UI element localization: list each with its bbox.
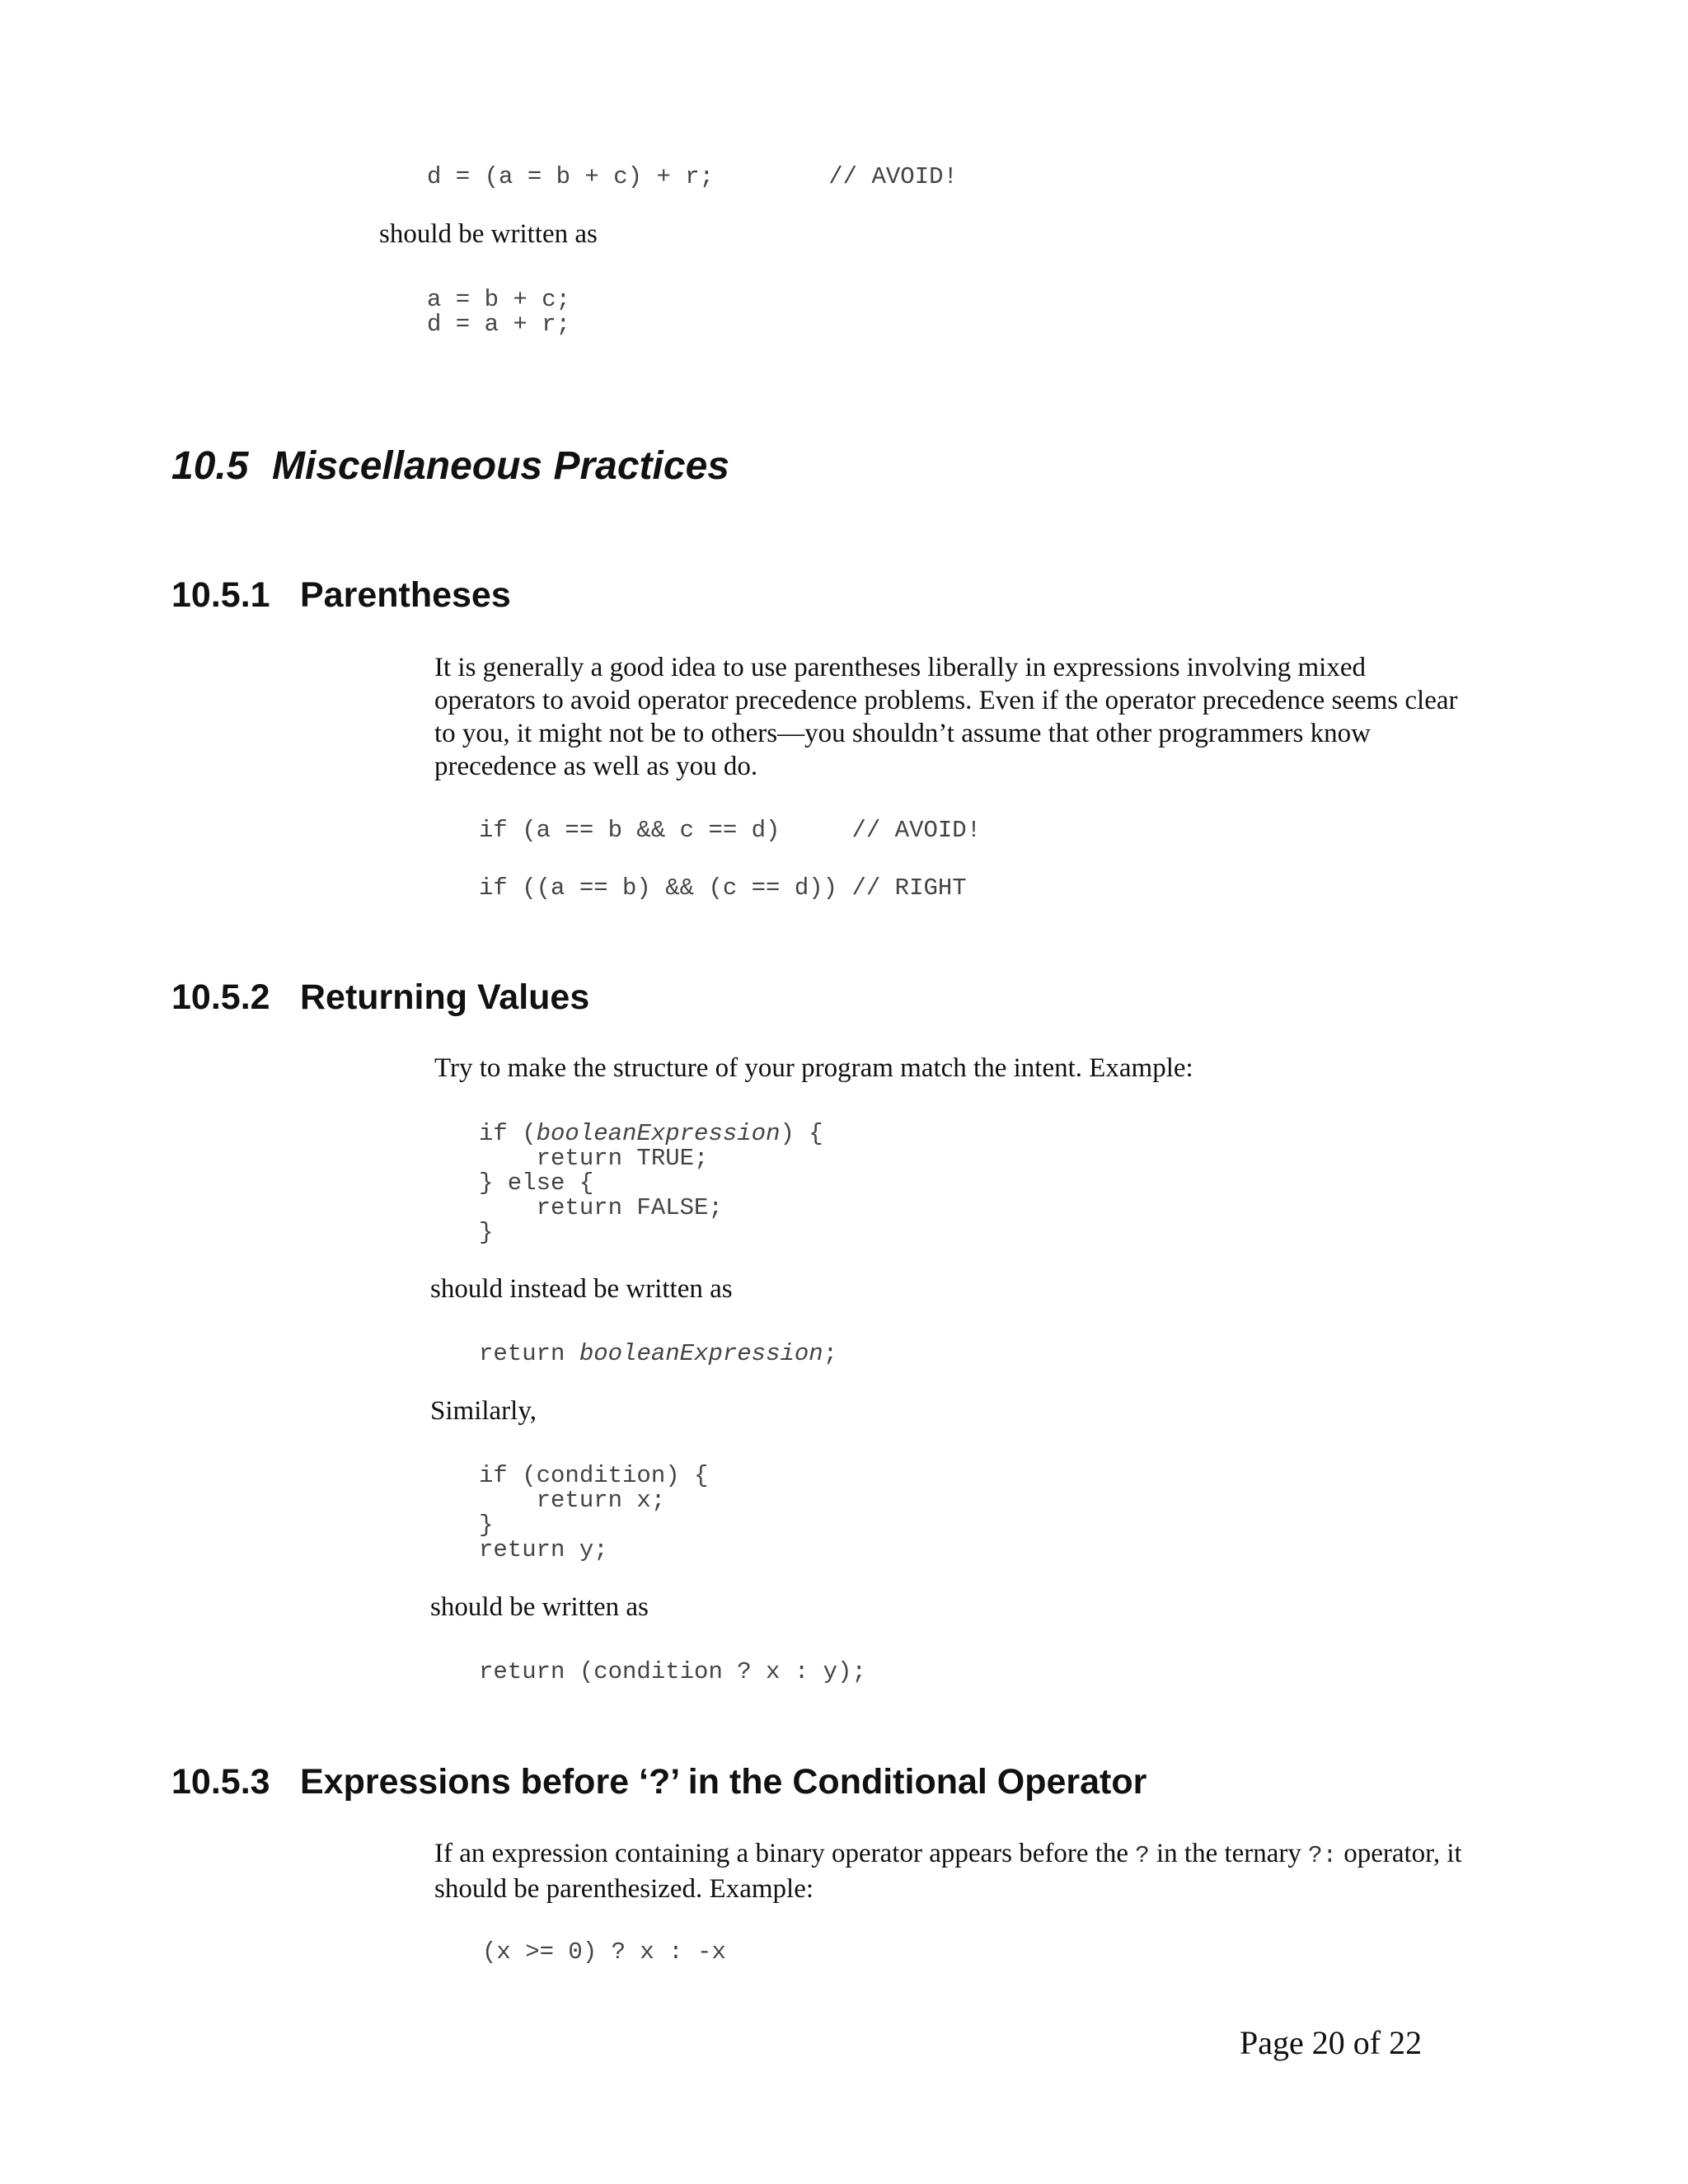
code-line-return-expression: return booleanExpression; <box>479 1340 838 1367</box>
code-line: } <box>479 1219 494 1246</box>
section-heading-10-5 <box>171 443 729 489</box>
section-heading-10-5-3 <box>171 1762 1146 1802</box>
code-block-rewritten <box>427 288 570 337</box>
body-text: should instead be written as <box>430 1274 733 1304</box>
paragraph-returning-values: Try to make the structure of your program match the intent. Example: <box>434 1053 1193 1083</box>
code-line: return TRUE; <box>479 1145 709 1172</box>
code-block-avoid-assignment: d = (a = b + c) + r; // AVOID! <box>427 163 958 190</box>
code-line: a = b + c; <box>427 286 571 313</box>
code-line: return y; <box>479 1536 608 1563</box>
section-number: 10.5.1 <box>171 575 270 615</box>
code-line-return-ternary: return (condition ? x : y); <box>479 1658 866 1685</box>
section-number: 10.5.2 <box>171 977 270 1017</box>
code-line: } <box>479 1511 494 1539</box>
section-title: Parentheses <box>300 575 511 615</box>
code-line: if (booleanExpression) { <box>479 1120 823 1147</box>
code-line: d = a + r; <box>427 311 571 338</box>
body-text: should be written as <box>430 1592 649 1622</box>
page-number: Page 20 of 22 <box>1240 2024 1423 2061</box>
section-title: Miscellaneous Practices <box>272 444 729 488</box>
section-number: 10.5.3 <box>171 1762 270 1802</box>
body-text: Similarly, <box>430 1396 537 1426</box>
section-title: Returning Values <box>300 977 590 1017</box>
code-line: } else { <box>479 1169 594 1197</box>
code-line: return FALSE; <box>479 1194 723 1221</box>
paragraph-conditional-operator: If an expression containing a binary operator appears before the ? in the ternary ?: operator, it should be parenthesized. Example: <box>434 1839 1462 1904</box>
code-block-if-return <box>479 1464 708 1563</box>
code-line: return x; <box>479 1487 666 1514</box>
code-line: if (condition) { <box>479 1462 709 1489</box>
code-block-if-else <box>479 1122 823 1245</box>
paragraph-parentheses: It is generally a good idea to use parentheses liberally in expressions involving mixed operators to avoid operator precedence problems. Even if the operator precedence seems clear to you, it might not be to others—you shouldn’t assume that other programmers know precedence as well as you do. <box>434 653 1458 781</box>
code-line-avoid: if (a == b && c == d) // AVOID! <box>479 817 982 844</box>
section-title: Expressions before ‘?’ in the Conditional Operator <box>300 1762 1147 1802</box>
code-line-conditional-example: (x >= 0) ? x : -x <box>482 1938 726 1966</box>
section-heading-10-5-2 <box>171 977 589 1018</box>
section-number: 10.5 <box>171 444 249 488</box>
code-line-right: if ((a == b) && (c == d)) // RIGHT <box>479 874 967 902</box>
body-text: should be written as <box>379 219 598 249</box>
section-heading-10-5-1 <box>171 575 511 616</box>
